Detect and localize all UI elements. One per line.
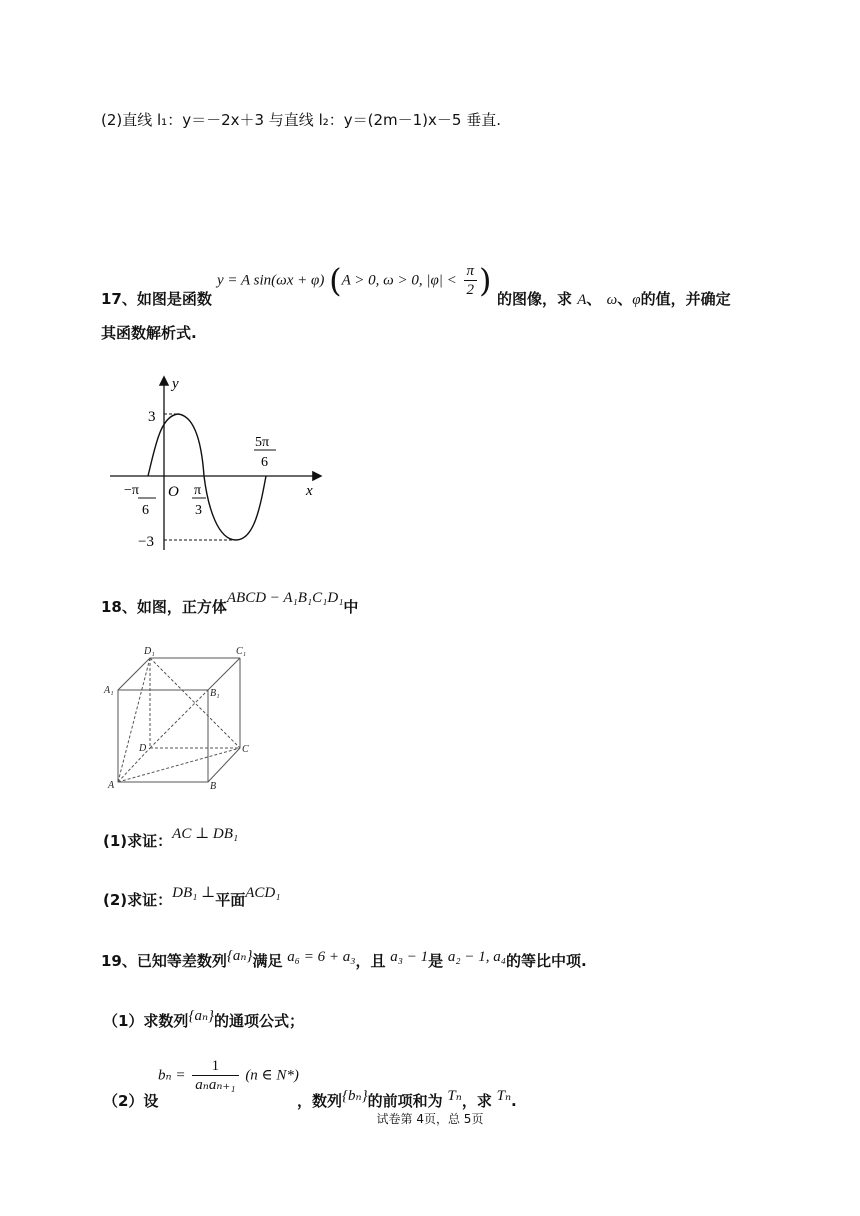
q19-part2 — [103, 1090, 158, 1112]
q19-Tn: Tₙ — [447, 1088, 462, 1104]
q19-t5: ，数列 — [297, 1092, 343, 1110]
q19-Tn2: Tₙ — [496, 1088, 512, 1104]
q17-formula: y = A sin(ωx + φ) (A > 0, ω > 0, |φ| < $\frac{\pi}{2}$ ) — [217, 261, 492, 300]
sine-graph — [100, 368, 340, 558]
q17-omega: ω — [606, 292, 618, 308]
q17-pi-over-2 — [464, 262, 478, 299]
q19-cond: (n ∈ N*) — [245, 1067, 299, 1084]
label-A1: A₁ — [104, 685, 114, 696]
q17-text-line1 — [101, 288, 212, 310]
x-tick-5pi-6 — [254, 435, 276, 470]
label-A: A — [108, 780, 115, 791]
q19-bn: bₙ = — [158, 1067, 186, 1084]
x-tick-pi-3 — [192, 483, 206, 518]
q17-lhs: y = A sin(ωx + φ) — [217, 272, 325, 289]
page-footer: 试卷第 4页，总 5页 — [376, 1112, 484, 1126]
q17-sep2: 、 — [617, 290, 633, 308]
x-end-num: 5π — [255, 435, 270, 450]
x-neg-num: −π — [124, 483, 139, 498]
x-mid-num: π — [194, 483, 202, 498]
q19-t6: 的前项和为 — [367, 1092, 443, 1110]
ymax-label: 3 — [148, 409, 156, 425]
q19-bn-frac — [192, 1057, 238, 1094]
q17-frac-num: π — [464, 262, 478, 281]
q18-p1-expr: AC ⊥ DB₁ — [172, 826, 239, 842]
cube-figure — [100, 640, 260, 796]
q19-p2-label: （2）设 — [103, 1092, 159, 1110]
q18-p2-word: 平面 — [215, 891, 246, 909]
label-C: C — [242, 744, 249, 755]
q19-e3: a₂ − 1, a₄ — [447, 949, 506, 965]
q19-p1-an: {aₙ} — [188, 1008, 215, 1024]
q19-t3: 是 — [428, 952, 444, 970]
q18-p2-label: (2)求证： — [103, 891, 173, 909]
label-D: D — [139, 743, 147, 754]
q17-text-line2: 其函数解析式. — [101, 324, 197, 342]
q19-t2: ，且 — [355, 952, 386, 970]
x-neg-den: 6 — [142, 503, 149, 518]
q17-number: 17、如图是函数 — [101, 290, 212, 308]
q18-part1 — [103, 826, 239, 853]
x-axis-label: x — [306, 483, 313, 499]
q19-part1 — [103, 1010, 304, 1033]
q17-sep1: 、 — [586, 290, 602, 308]
q19-frac-den: aₙaₙ₊₁ — [195, 1077, 236, 1093]
q18-part2 — [103, 885, 281, 912]
q17-cond: A > 0, ω > 0, |φ| < — [341, 272, 457, 289]
y-axis-label: y — [172, 376, 179, 392]
q16-part2-text: (2)直线 l₁：y＝－2x＋3 与直线 l₂：y＝(2m－1)x－5 垂直. — [101, 111, 501, 129]
q19-head: 19、已知等差数列 — [101, 952, 227, 970]
x-tick-neg-pi-6 — [124, 483, 156, 518]
ymin-label: −3 — [138, 534, 154, 550]
q19-p1-label: （1）求数列 — [103, 1012, 189, 1030]
label-C1: C₁ — [236, 646, 247, 657]
q19-frac-num: 1 — [192, 1057, 238, 1076]
q18-p2-expr1: DB₁ ⊥ — [172, 885, 216, 901]
q18-tail: 中 — [343, 598, 359, 616]
q16-part2 — [101, 109, 501, 131]
q19-e2: a₃ − 1 — [390, 949, 429, 965]
label-B: B — [210, 781, 217, 792]
x-mid-den: 3 — [195, 503, 202, 518]
origin-label: O — [168, 484, 179, 500]
q18-p2-expr2: ACD₁ — [245, 885, 281, 901]
q18-p1-label: (1)求证： — [103, 832, 173, 850]
q17-mid: 的图像，求 — [497, 290, 573, 308]
q17-text-tail — [497, 288, 731, 311]
q19-t1: 满足 — [252, 952, 283, 970]
q18-head: 18、如图，正方体 — [101, 598, 227, 616]
q19-e1: a₆ = 6 + a₃ — [287, 949, 356, 965]
q19-an: {aₙ} — [226, 948, 253, 964]
label-D1: D₁ — [144, 646, 155, 657]
q19-bn-set: {bₙ} — [342, 1088, 368, 1104]
q19-bn-formula — [158, 1057, 299, 1094]
q19-heading — [101, 950, 587, 973]
q17-frac-den: 2 — [466, 282, 475, 298]
q19-p1-tail: 的通项公式； — [214, 1012, 305, 1030]
x-end-den: 6 — [261, 455, 268, 470]
q18-heading — [101, 590, 359, 619]
label-B1: B₁ — [210, 688, 220, 699]
q19-t4: 的等比中项. — [505, 952, 587, 970]
q18-cube: ABCD − A₁B₁C₁D₁ — [226, 590, 344, 606]
q17-phi: φ — [632, 292, 641, 308]
sine-curve — [148, 414, 266, 540]
q19-end: . — [511, 1092, 517, 1110]
q19-t7: ，求 — [461, 1092, 492, 1110]
q17-tail: 的值，并确定 — [640, 290, 731, 308]
q17-A: A — [577, 292, 587, 308]
